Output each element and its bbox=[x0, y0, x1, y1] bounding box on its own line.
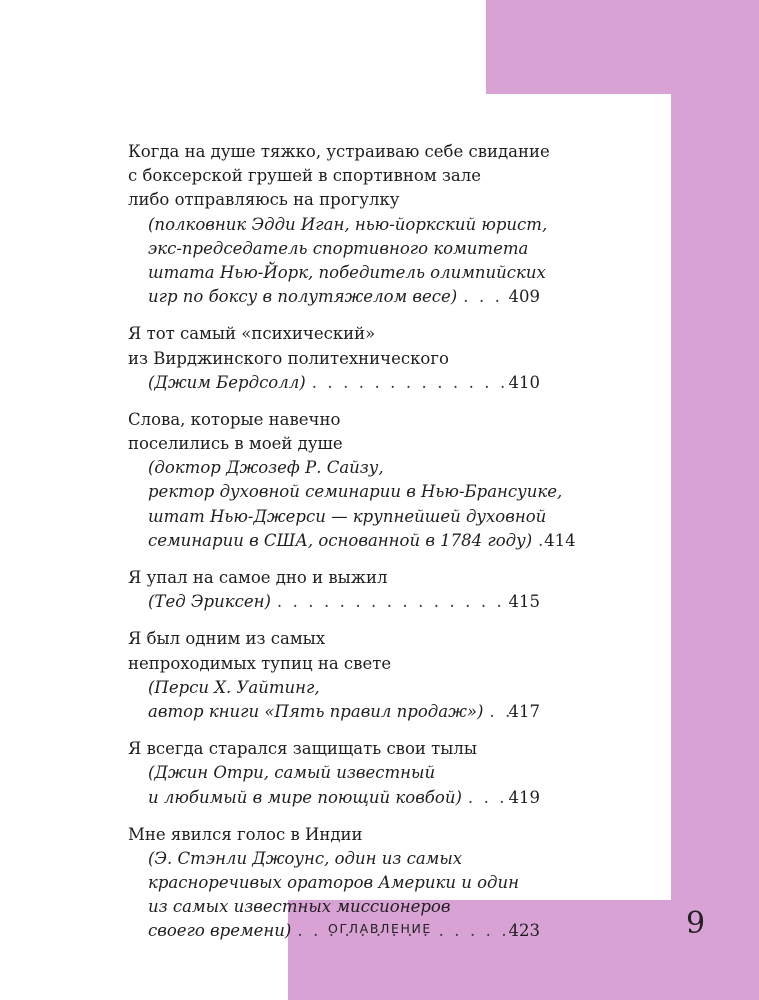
entry-title-line: Я упал на самое дно и выжил bbox=[128, 568, 388, 587]
entry-last-line bbox=[128, 371, 540, 395]
entry-page-number: 410 bbox=[508, 372, 540, 392]
toc-entry[interactable] bbox=[128, 322, 540, 395]
entry-page-number: 417 bbox=[508, 701, 540, 721]
accent-band-right bbox=[671, 0, 759, 1000]
toc-entry[interactable] bbox=[128, 566, 540, 614]
entry-page-number: 414 bbox=[544, 530, 576, 550]
entry-author-line: семинарии в США, основанной в 1784 году) bbox=[148, 530, 533, 550]
entry-title-line: из Вирджинского политехнического bbox=[128, 348, 449, 368]
entry-author-line: (доктор Джозеф Р. Сайзу, bbox=[148, 458, 384, 478]
entry-last-line bbox=[128, 529, 576, 553]
entry-author-line: (Тед Эриксен) bbox=[148, 592, 271, 612]
entry-author-line: автор книги «Пять правил продаж») bbox=[148, 701, 484, 721]
page-number: 9 bbox=[686, 906, 706, 941]
toc-entry[interactable] bbox=[128, 627, 540, 724]
entry-author-line: ректор духовной семинарии в Нью-Брансуике, bbox=[148, 482, 563, 502]
entry-last-line bbox=[128, 786, 540, 810]
entry-title-line: с боксерской грушей в спортивном зале bbox=[128, 166, 482, 186]
dot-leader bbox=[483, 700, 508, 724]
entry-title-line: Я всегда старался защищать свои тылы bbox=[128, 739, 478, 759]
toc-entry[interactable] bbox=[128, 737, 540, 810]
entry-page-number: 415 bbox=[508, 592, 540, 612]
entry-author-line: из самых известных миссионеров bbox=[148, 897, 451, 917]
entry-title-line: Слова, которые навечно bbox=[128, 409, 341, 429]
entry-title-line: Я тот самый «психический» bbox=[128, 324, 376, 344]
entry-title-line: непроходимых тупиц на свете bbox=[128, 653, 392, 673]
entry-title-line: Когда на душе тяжко, устраиваю себе свидание bbox=[128, 142, 550, 161]
dot-leader bbox=[457, 285, 508, 309]
entry-author-line: (полковник Эдди Иган, нью-йоркский юрист, bbox=[148, 214, 548, 234]
entry-title-line: либо отправляюсь на прогулку bbox=[128, 190, 400, 210]
entry-page-number: 423 bbox=[508, 921, 540, 941]
entry-page-number: 419 bbox=[508, 787, 540, 807]
entry-author-line: и любимый в мире поющий ковбой) bbox=[148, 787, 462, 807]
dot-leader bbox=[462, 786, 509, 810]
entry-title-line: поселились в моей душе bbox=[128, 434, 343, 454]
dot-leader bbox=[271, 590, 509, 614]
toc-entry[interactable] bbox=[128, 140, 550, 309]
entry-author-line: (Джим Бердсолл) bbox=[148, 372, 306, 392]
section-label: ОГЛАВЛЕНИЕ bbox=[328, 921, 432, 936]
entry-author-line: игр по боксу в полутяжелом весе) bbox=[148, 287, 458, 307]
entry-author-line: штата Нью-Йорк, победитель олимпийских bbox=[148, 262, 546, 282]
table-of-contents bbox=[128, 140, 576, 957]
entry-author-line: своего времени) bbox=[148, 921, 292, 941]
entry-author-line: (Перси Х. Уайтинг, bbox=[148, 677, 320, 697]
dot-leader bbox=[306, 371, 509, 395]
entry-author-line: (Джин Отри, самый известный bbox=[148, 763, 436, 783]
dot-leader bbox=[532, 529, 544, 553]
entry-last-line bbox=[128, 590, 540, 614]
toc-entry[interactable] bbox=[128, 408, 576, 553]
entry-last-line bbox=[128, 700, 540, 724]
entry-author-line: штат Нью-Джерси — крупнейшей духовной bbox=[148, 506, 547, 526]
entry-title-line: Мне явился голос в Индии bbox=[128, 824, 363, 844]
entry-author-line: красноречивых ораторов Америки и один bbox=[148, 873, 519, 893]
entry-last-line bbox=[128, 285, 540, 309]
entry-title-line: Я был одним из самых bbox=[128, 629, 326, 649]
entry-author-line: экс-председатель спортивного комитета bbox=[148, 238, 529, 258]
entry-author-line: (Э. Стэнли Джоунс, один из самых bbox=[148, 848, 463, 868]
entry-page-number: 409 bbox=[508, 287, 540, 307]
